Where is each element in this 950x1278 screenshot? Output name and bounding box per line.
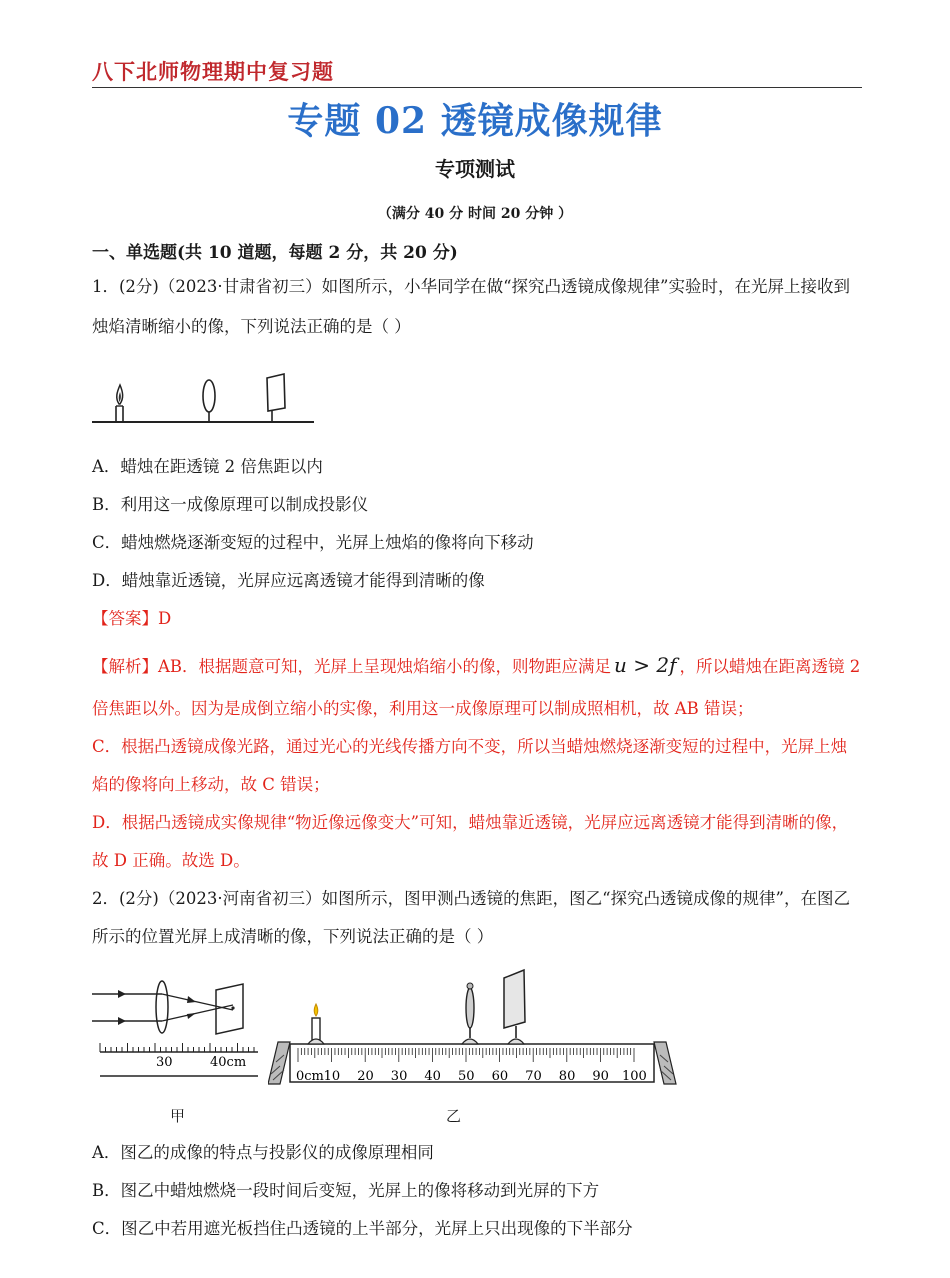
inequality-formula: u > 2f xyxy=(614,653,677,677)
ruler-label: 30 xyxy=(390,1069,408,1084)
q2-option-c: C．图乙中若用遮光板挡住凸透镜的上半部分，光屏上只出现像的下半部分 xyxy=(92,1219,633,1238)
screen-icon xyxy=(504,970,525,1044)
q1-stem-line2: 烛焰清晰缩小的像，下列说法正确的是（ ） xyxy=(92,317,411,336)
scale-tick-40: 40cm xyxy=(210,1055,247,1070)
q2-option-b: B．图乙中蜡烛燃烧一段时间后变短，光屏上的像将移动到光屏的下方 xyxy=(92,1181,600,1200)
q1-answer: 【答案】D xyxy=(92,609,172,628)
convex-lens-icon xyxy=(462,983,478,1044)
right-bench-stand xyxy=(654,1042,676,1084)
convex-lens-icon xyxy=(156,981,168,1033)
ruler-label: 0cm xyxy=(296,1069,324,1084)
q1-analysis-line5: D．根据凸透镜成实像规律“物近像远像变大”可知，蜡烛靠近透镜，光屏应远离透镜才能得到清晰的像， xyxy=(92,813,849,832)
series-title: 八下北师物理期中复习题 xyxy=(92,59,334,84)
page-title: 专题 02 透镜成像规律 xyxy=(287,100,663,142)
scale-tick-30: 30 xyxy=(156,1055,173,1070)
ruler-label: 50 xyxy=(458,1069,475,1084)
section-heading: 一、单选题(共 10 道题，每题 2 分，共 20 分) xyxy=(92,243,458,263)
candle-icon xyxy=(308,1004,324,1044)
header-divider xyxy=(92,87,862,88)
q2-option-a: A．图乙的成像的特点与投影仪的成像原理相同 xyxy=(92,1143,434,1162)
analysis-label: 【解析】 xyxy=(92,657,158,676)
analysis-text-a: AB．根据题意可知，光屏上呈现烛焰缩小的像，则物距应满足 xyxy=(158,657,612,676)
q1-stem-line1: 1．(2分)（2023·甘肃省初三）如图所示，小华同学在做“探究凸透镜成像规律”实验时，在光屏上接收到 xyxy=(92,277,850,296)
q1-analysis-line4: 焰的像将向上移动，故 C 错误； xyxy=(92,775,330,794)
q2-figure-a-caption: 甲 xyxy=(170,1107,186,1125)
q1-option-c: C．蜡烛燃烧逐渐变短的过程中，光屏上烛焰的像将向下移动 xyxy=(92,533,534,552)
ruler-label: 70 xyxy=(525,1069,542,1084)
ruler-label: 100 xyxy=(622,1069,647,1084)
q1-figure xyxy=(92,368,322,430)
q1-analysis-line3: C．根据凸透镜成像光路，通过光心的光线传播方向不变，所以当蜡烛燃烧逐渐变短的过程中，光屏上烛 xyxy=(92,737,848,756)
left-bench-stand xyxy=(268,1042,290,1084)
parallel-rays xyxy=(92,990,233,1025)
ruler-label: 60 xyxy=(491,1069,509,1084)
q1-analysis-line2: 倍焦距以外。因为是成倒立缩小的实像，利用这一成像原理可以制成照相机，故 AB 错误； xyxy=(92,699,754,718)
q2-figure-b-caption: 乙 xyxy=(446,1107,462,1125)
q2-stem-line2: 所示的位置光屏上成清晰的像，下列说法正确的是（ ） xyxy=(92,927,494,946)
q2-figure-b xyxy=(268,962,678,1092)
ruler-label: 40 xyxy=(424,1069,441,1084)
q1-option-a: A．蜡烛在距透镜 2 倍焦距以内 xyxy=(92,457,323,476)
score-time-note: （满分 40 分 时间 20 分钟 ） xyxy=(377,206,573,222)
q2-figure-a xyxy=(88,972,268,1082)
ruler-label: 10 xyxy=(323,1069,341,1084)
measuring-scale xyxy=(100,1043,258,1052)
screen-icon xyxy=(267,374,285,422)
q1-analysis-line1 xyxy=(92,653,860,679)
q1-option-b: B．利用这一成像原理可以制成投影仪 xyxy=(92,495,369,514)
q1-analysis-line6: 故 D 正确。故选 D。 xyxy=(92,851,250,870)
q2-stem-line1: 2．(2分)（2023·河南省初三）如图所示，图甲测凸透镜的焦距，图乙“探究凸透镜成像的规律”，在图乙 xyxy=(92,889,850,908)
ruler-label: 80 xyxy=(558,1069,576,1084)
candle-icon xyxy=(116,385,123,422)
ruler-label: 90 xyxy=(592,1069,609,1084)
page-subtitle: 专项测试 xyxy=(435,157,515,181)
q1-option-d: D．蜡烛靠近透镜，光屏应远离透镜才能得到清晰的像 xyxy=(92,571,485,590)
analysis-text-b: ，所以蜡烛在距离透镜 2 xyxy=(679,657,861,676)
ruler-label: 20 xyxy=(357,1069,374,1084)
lens-icon xyxy=(203,380,215,422)
